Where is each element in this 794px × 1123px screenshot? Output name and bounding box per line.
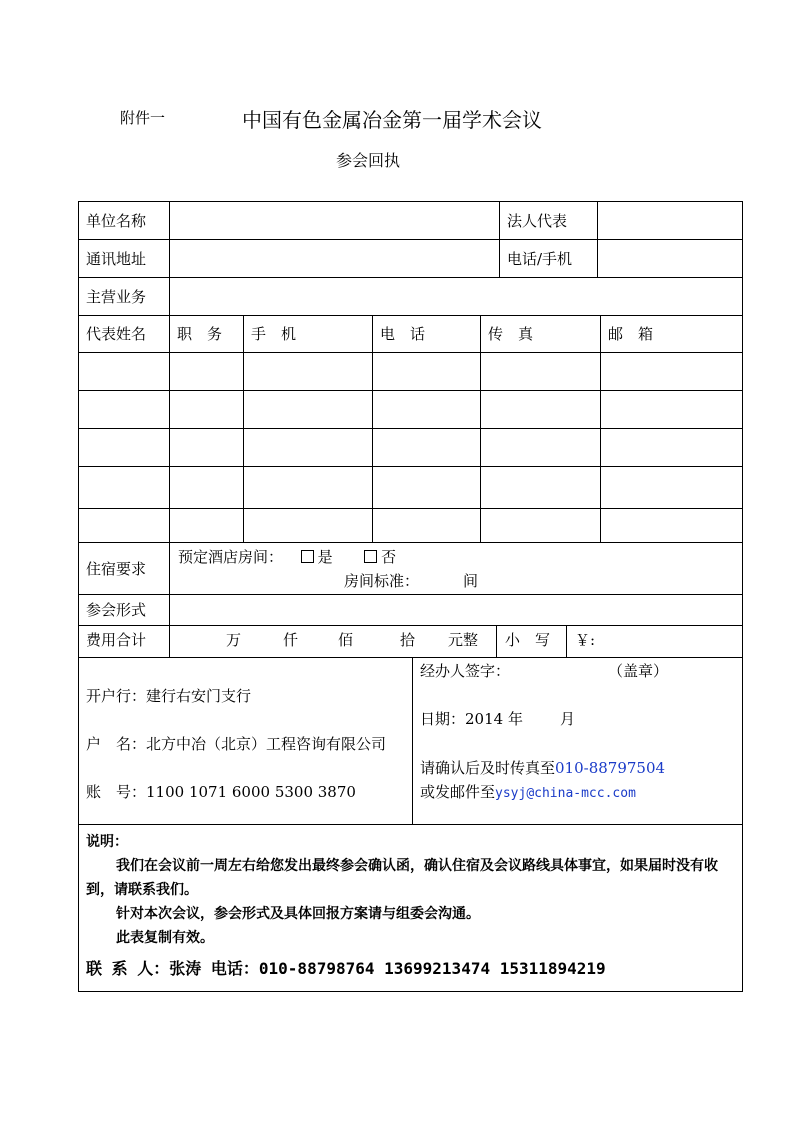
hotel-prompt-text: 预定酒店房间： bbox=[178, 548, 284, 566]
rep-col-mobile: 手 机 bbox=[251, 325, 297, 343]
rep-col-phone: 电 话 bbox=[380, 325, 426, 343]
rep-col-name: 代表姓名 bbox=[86, 325, 147, 343]
main-business-label: 主营业务 bbox=[86, 288, 147, 306]
fees-yen: ￥: bbox=[575, 631, 596, 649]
hotel-yes-checkbox[interactable] bbox=[301, 550, 314, 563]
notes-section bbox=[86, 830, 740, 950]
rep-col-title: 职 务 bbox=[177, 325, 223, 343]
hotel-no-label: 否 bbox=[381, 548, 397, 566]
attachment-label: 附件一 bbox=[120, 109, 166, 127]
seal-label: （盖章） bbox=[608, 662, 669, 680]
month-label: 月 bbox=[560, 710, 576, 728]
fees-small-label: 小 写 bbox=[505, 631, 551, 649]
fees-bai: 佰 bbox=[338, 631, 354, 649]
hotel-yes-label: 是 bbox=[317, 548, 333, 566]
phone-mobile-label: 电话/手机 bbox=[507, 250, 573, 268]
legal-rep-label: 法人代表 bbox=[507, 212, 568, 230]
notes-paragraph-2: 针对本次会议，参会形式及具体回报方案请与组委会沟通。 bbox=[116, 906, 480, 922]
email-prompt: 或发邮件至 bbox=[420, 783, 496, 801]
email-link[interactable]: ysyj@china-mcc.com bbox=[495, 786, 636, 801]
room-standard-label: 房间标准： bbox=[344, 572, 420, 590]
document-subtitle: 参会回执 bbox=[336, 151, 401, 170]
fees-shi: 拾 bbox=[400, 631, 416, 649]
notes-paragraph-3: 此表复制有效。 bbox=[116, 930, 214, 946]
fees-label: 费用合计 bbox=[86, 631, 147, 649]
email-line bbox=[420, 783, 636, 803]
hotel-no-checkbox[interactable] bbox=[364, 550, 377, 563]
fees-wan: 万 bbox=[226, 631, 242, 649]
fees-yuan: 元整 bbox=[448, 631, 479, 649]
account-number: 账 号：1100 1071 6000 5300 3870 bbox=[86, 783, 356, 801]
account-name: 户 名：北方中冶（北京）工程咨询有限公司 bbox=[86, 735, 387, 753]
fax-prompt: 请确认后及时传真至 bbox=[420, 759, 556, 777]
hotel-prompt bbox=[178, 548, 396, 566]
fees-qian: 仟 bbox=[283, 631, 299, 649]
room-unit-label: 间 bbox=[463, 572, 479, 590]
contact-line: 联 系 人：张涛 电话：010-88798764 13699213474 15311894219 bbox=[86, 959, 606, 978]
date-label: 日期：2014 年 bbox=[420, 710, 523, 728]
address-label: 通讯地址 bbox=[86, 250, 147, 268]
open-bank: 开户行：建行右安门支行 bbox=[86, 687, 252, 705]
attend-form-label: 参会形式 bbox=[86, 601, 147, 619]
notes-heading: 说明： bbox=[86, 834, 128, 850]
fax-line bbox=[420, 759, 665, 777]
notes-paragraph-1: 我们在会议前一周左右给您发出最终参会确认函，确认住宿及会议路线具体事宜，如果届时没有收到，请联系我们。 bbox=[86, 858, 718, 898]
document-title: 中国有色金属冶金第一届学术会议 bbox=[242, 108, 542, 132]
accommodation-label: 住宿要求 bbox=[86, 560, 147, 578]
fax-number: 010-88797504 bbox=[555, 759, 666, 777]
rep-col-fax: 传 真 bbox=[488, 325, 534, 343]
org-name-label: 单位名称 bbox=[86, 212, 147, 230]
handler-signature-label: 经办人签字： bbox=[420, 662, 511, 680]
rep-col-email: 邮 箱 bbox=[608, 325, 654, 343]
